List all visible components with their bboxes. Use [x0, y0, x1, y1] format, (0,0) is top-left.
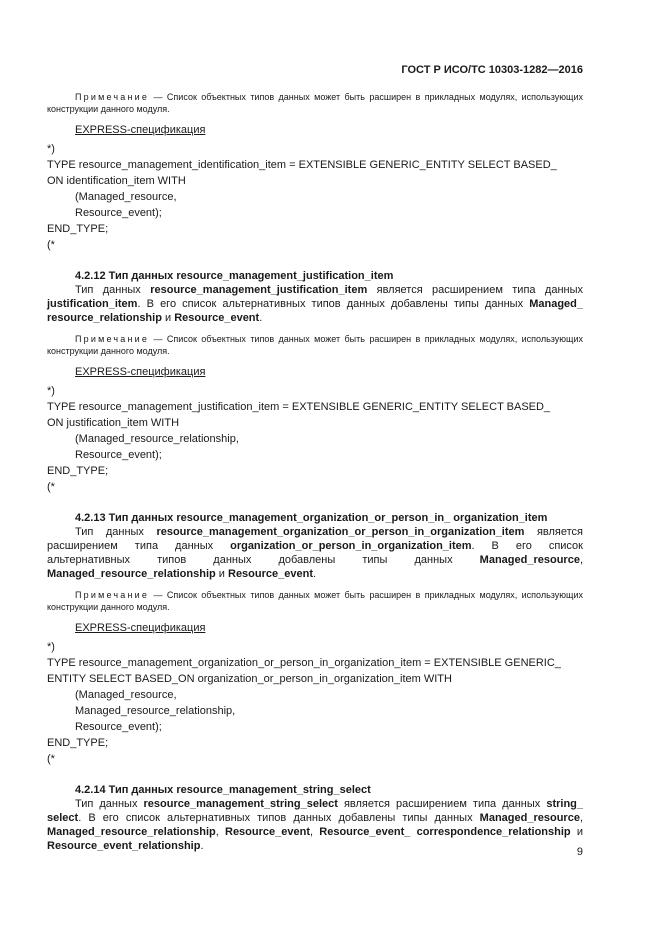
express-spec-label: EXPRESS-спецификация [75, 622, 206, 634]
code-line: TYPE resource_management_justification_item = EXTENSIBLE GENERIC_ENTITY SELECT BASED_ [47, 401, 551, 413]
code-line: (* [47, 753, 55, 765]
code-line: Resource_event); [75, 721, 162, 733]
section-paragraph: Тип данных resource_management_justification_item является расширением типа данных justification_item. В его список альтернативных типов данных добавлены типы данных Managed_ resource_relationship и Resource_event. [47, 284, 583, 324]
note [47, 91, 583, 115]
section-heading-4-2-12: 4.2.12 Тип данных resource_management_justification_item [75, 270, 394, 282]
express-code-block [47, 383, 583, 495]
code-line: Managed_resource_relationship, [75, 705, 236, 717]
code-line: Resource_event); [75, 207, 162, 219]
standard-title-header: ГОСТ Р ИСО/ТС 10303-1282—2016 [401, 64, 583, 76]
code-line: (Managed_resource_relationship, [75, 433, 239, 445]
note-label: Примечание [75, 334, 150, 344]
code-line: *) [47, 641, 55, 653]
code-line: END_TYPE; [47, 465, 109, 477]
code-line: (Managed_resource, [75, 191, 177, 203]
section-heading-4-2-14: 4.2.14 Тип данных resource_management_string_select [75, 784, 371, 796]
code-line: TYPE resource_management_organization_or_person_in_organization_item = EXTENSIBLE GENERIC_ [47, 657, 561, 669]
note [47, 333, 583, 357]
code-line: ON identification_item WITH [47, 175, 186, 187]
code-line: (* [47, 481, 55, 493]
note [47, 589, 583, 613]
code-line: TYPE resource_management_identification_item = EXTENSIBLE GENERIC_ENTITY SELECT BASED_ [47, 159, 557, 171]
code-line: (* [47, 239, 55, 251]
code-line: *) [47, 385, 55, 397]
code-line: ON justification_item WITH [47, 417, 180, 429]
note-label: Примечание [75, 92, 150, 102]
page-content [47, 91, 583, 861]
note-label: Примечание [75, 590, 150, 600]
code-line: *) [47, 143, 55, 155]
express-spec-label: EXPRESS-спецификация [75, 124, 206, 136]
code-line: END_TYPE; [47, 737, 109, 749]
note-text: — Список объектных типов данных может быть расширен в прикладных модулях, использующих конструкции данного модуля. [47, 92, 583, 114]
express-code-block [47, 141, 583, 253]
note-text: — Список объектных типов данных может быть расширен в прикладных модулях, использующих конструкции данного модуля. [47, 334, 583, 356]
code-line: Resource_event); [75, 449, 162, 461]
express-code-block [47, 639, 583, 767]
page-number: 9 [576, 846, 583, 858]
section-paragraph: Тип данных resource_management_string_select является расширением типа данных string_ select. В его список альтернативных типов данных добавлены типы данных Managed_resource, Managed_resource_relationship, Resource_event, Resource_event_ correspondence_relationship и Resource_event_relationship. [47, 798, 584, 852]
express-spec-label: EXPRESS-спецификация [75, 366, 206, 378]
section-paragraph: Тип данных resource_management_organization_or_person_in_organization_item является расширением типа данных organization_or_person_in_organization_item. В его список альтернативных типов данных добавлены типы данных Managed_resource, Managed_resource_relationship и Resource_event. [47, 526, 583, 580]
code-line: ENTITY SELECT BASED_ON organization_or_person_in_organization_item WITH [47, 673, 452, 685]
section-heading-4-2-13: 4.2.13 Тип данных resource_management_organization_or_person_in_ organization_item [75, 512, 548, 524]
note-text: — Список объектных типов данных может быть расширен в прикладных модулях, использующих конструкции данного модуля. [47, 590, 583, 612]
code-line: END_TYPE; [47, 223, 109, 235]
code-line: (Managed_resource, [75, 689, 177, 701]
